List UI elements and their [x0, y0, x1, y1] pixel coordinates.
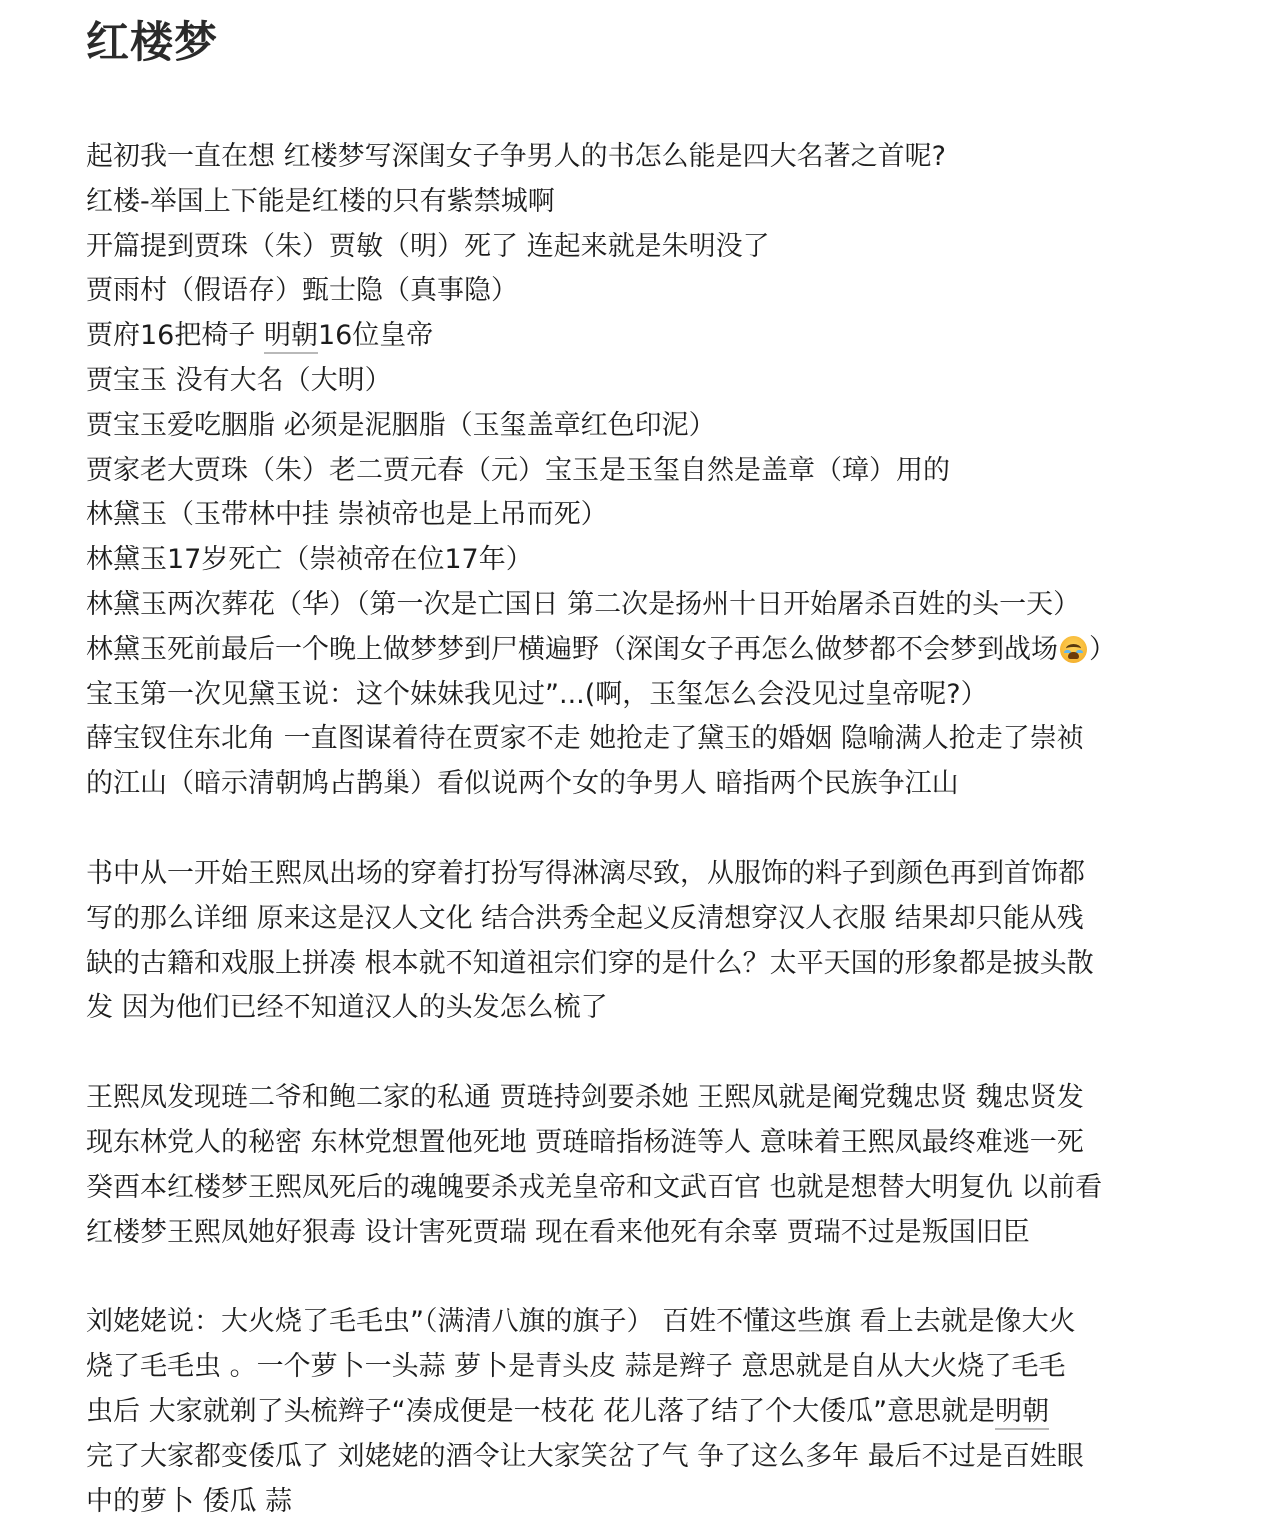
paragraph — [86, 1076, 1226, 1255]
text-line — [86, 314, 1226, 359]
text-line: 薛宝钗住东北角 一直图谋着待在贾家不走 她抢走了黛玉的婚姻 隐喻满人抢走了崇祯 — [86, 723, 1084, 755]
text-segment: 16位皇帝 — [317, 320, 434, 352]
text-line: 完了大家都变倭瓜了 刘姥姥的酒令让大家笑岔了气 争了这么多年 最后不过是百姓眼 — [86, 1440, 1084, 1472]
text-line: 王熙凤发现琏二爷和鲍二家的私通 贾琏持剑要杀她 王熙凤就是阉党魏忠贤 魏忠贤发 — [86, 1082, 1084, 1114]
text-line: 宝玉第一次见黛玉说：这个妹妹我见过”...(啊，玉玺怎么会没见过皇帝呢?） — [86, 678, 988, 710]
article-body — [86, 135, 1226, 1524]
document-page — [86, 0, 1226, 1524]
text-line: 开篇提到贾珠（朱）贾敏（明）死了 连起来就是朱明没了 — [86, 230, 770, 262]
text-segment: 虫后 大家就剃了头梳辫子“凑成便是一枝花 花儿落了结了个大倭瓜”意思就是 — [86, 1395, 996, 1427]
text-line: 林黛玉两次葬花（华）（第一次是亡国日 第二次是扬州十日开始屠杀百姓的头一天） — [86, 588, 1081, 620]
paragraph — [86, 852, 1226, 1031]
text-line: 的江山（暗示清朝鸠占鹊巢）看似说两个女的争男人 暗指两个民族争江山 — [86, 768, 959, 800]
text-line: 起初我一直在想 红楼梦写深闺女子争男人的书怎么能是四大名著之首呢? — [86, 141, 946, 172]
text-line: 癸酉本红楼梦王熙凤死后的魂魄要杀戎羌皇帝和文武百官 也就是想替大明复仇 以前看 — [86, 1171, 1103, 1203]
text-segment: 贾府16把椅子 — [86, 320, 264, 352]
page-title: 红楼梦 — [86, 18, 218, 68]
text-line: 缺的古籍和戏服上拼凑 根本就不知道祖宗们穿的是什么？太平天国的形象都是披头散 — [86, 947, 1094, 979]
text-line: 烧了毛毛虫 。一个萝卜一头蒜 萝卜是青头皮 蒜是辫子 意思就是自从大火烧了毛毛 — [86, 1351, 1066, 1383]
text-line: 贾家老大贾珠（朱）老二贾元春（元）宝玉是玉玺自然是盖章（璋）用的 — [86, 454, 950, 486]
text-line: 现东林党人的秘密 东林党想置他死地 贾琏暗指杨涟等人 意味着王熙凤最终难逃一死 — [86, 1126, 1084, 1158]
text-line: 林黛玉17岁死亡（崇祯帝在位17年） — [86, 544, 533, 576]
text-line: 刘姥姥说：大火烧了毛毛虫”（满清八旗的旗子） 百姓不懂这些旗 看上去就是像大火 — [86, 1306, 1076, 1338]
paragraph-gap — [86, 1031, 1226, 1076]
text-line: 林黛玉（玉带林中挂 崇祯帝也是上吊而死） — [86, 499, 608, 531]
text-line: 书中从一开始王熙凤出场的穿着打扮写得淋漓尽致，从服饰的料子到颜色再到首饰都 — [86, 857, 1085, 889]
text-line — [86, 628, 1226, 673]
underlined-term: 明朝 — [995, 1396, 1049, 1430]
paragraph-gap — [86, 1255, 1226, 1300]
paragraph-gap — [86, 807, 1226, 852]
text-line: 贾宝玉爱吃胭脂 必须是泥胭脂（玉玺盖章红色印泥） — [86, 409, 716, 441]
text-line: 红楼-举国上下能是红楼的只有紫禁城啊 — [86, 185, 555, 217]
text-line: 贾宝玉 没有大名（大明） — [86, 364, 392, 396]
text-segment: ） — [1089, 633, 1116, 665]
text-line: 中的萝卜 倭瓜 蒜 — [86, 1485, 293, 1517]
text-line: 发 因为他们已经不知道汉人的头发怎么梳了 — [86, 992, 608, 1024]
crying-face-emoji — [1060, 636, 1087, 663]
underlined-term: 明朝 — [264, 320, 318, 354]
text-line: 写的那么详细 原来这是汉人文化 结合洪秀全起义反清想穿汉人衣服 结果却只能从残 — [86, 902, 1084, 934]
text-line: 红楼梦王熙凤她好狠毒 设计害死贾瑞 现在看来他死有余辜 贾瑞不过是叛国旧臣 — [86, 1216, 1030, 1248]
text-line — [86, 1390, 1226, 1435]
paragraph — [86, 1300, 1226, 1524]
paragraph — [86, 135, 1226, 807]
text-line: 贾雨村（假语存）甄士隐（真事隐） — [86, 275, 518, 307]
text-segment: 林黛玉死前最后一个晚上做梦梦到尸横遍野（深闺女子再怎么做梦都不会梦到战场 — [86, 633, 1058, 665]
